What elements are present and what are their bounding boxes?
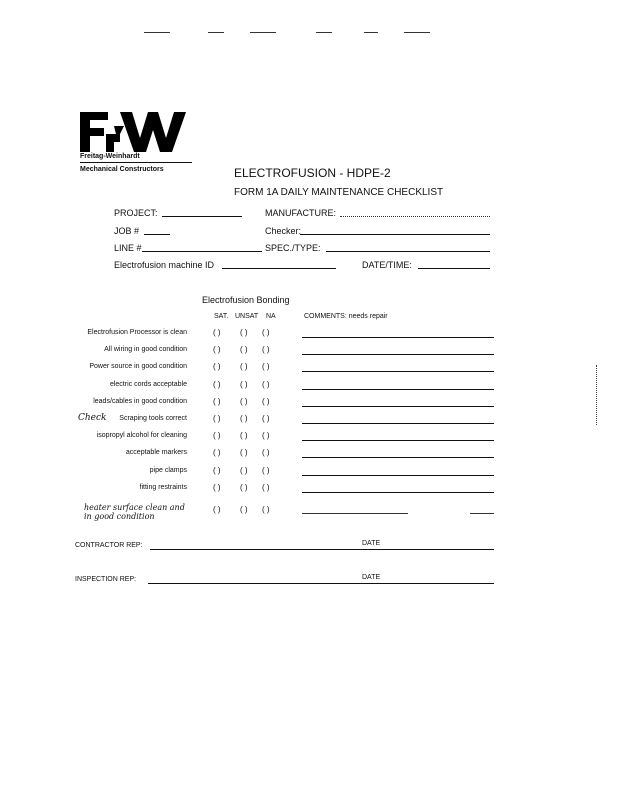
comment-field[interactable] bbox=[302, 423, 494, 424]
sat-checkbox[interactable]: ( ) bbox=[213, 431, 221, 440]
checklist-item-label: electric cords acceptable bbox=[109, 381, 187, 388]
checklist-item-label: leads/cables in good condition bbox=[93, 398, 187, 405]
comment-field[interactable] bbox=[302, 337, 494, 338]
unsat-checkbox[interactable]: ( ) bbox=[240, 431, 248, 440]
unsat-checkbox[interactable]: ( ) bbox=[240, 483, 248, 492]
handwritten-mark: Check bbox=[78, 413, 107, 423]
checklist-item-label: isopropyl alcohol for cleaning bbox=[96, 432, 187, 439]
comment-field[interactable] bbox=[470, 513, 494, 514]
na-checkbox[interactable]: ( ) bbox=[262, 380, 270, 389]
na-checkbox[interactable]: ( ) bbox=[262, 362, 270, 371]
project-field[interactable] bbox=[162, 216, 242, 217]
na-checkbox[interactable]: ( ) bbox=[262, 328, 270, 337]
company-name: Freitag-Weinhardt bbox=[80, 153, 140, 160]
fw-logo bbox=[80, 112, 188, 156]
section-title: Electrofusion Bonding bbox=[202, 295, 290, 305]
checklist-item-label: Electrofusion Processor is clean bbox=[87, 329, 187, 336]
checker-field[interactable] bbox=[300, 234, 490, 235]
form-title: ELECTROFUSION - HDPE-2 bbox=[234, 166, 391, 180]
col-sat: SAT. bbox=[214, 313, 229, 320]
na-checkbox[interactable]: ( ) bbox=[262, 345, 270, 354]
unsat-checkbox[interactable]: ( ) bbox=[240, 466, 248, 475]
spec-type-field[interactable] bbox=[326, 251, 490, 252]
sat-checkbox[interactable]: ( ) bbox=[213, 328, 221, 337]
checklist-item-label: fitting restraints bbox=[139, 484, 187, 491]
spec-type-label: SPEC./TYPE: bbox=[265, 243, 321, 253]
header-dash bbox=[316, 32, 332, 33]
company-tagline: Mechanical Constructors bbox=[80, 166, 164, 173]
unsat-checkbox[interactable]: ( ) bbox=[240, 362, 248, 371]
inspection-rep-field[interactable] bbox=[148, 583, 494, 584]
header-dash bbox=[144, 32, 170, 33]
comment-field[interactable] bbox=[302, 492, 494, 493]
comment-field[interactable] bbox=[302, 457, 494, 458]
header-dash bbox=[404, 32, 430, 33]
na-checkbox[interactable]: ( ) bbox=[262, 505, 270, 514]
inspection-rep-label: INSPECTION REP: bbox=[75, 576, 137, 583]
scan-mark bbox=[596, 365, 598, 425]
sat-checkbox[interactable]: ( ) bbox=[213, 505, 221, 514]
contractor-rep-label: CONTRACTOR REP: bbox=[75, 542, 143, 549]
sat-checkbox[interactable]: ( ) bbox=[213, 345, 221, 354]
manufacture-field[interactable] bbox=[340, 216, 490, 217]
unsat-checkbox[interactable]: ( ) bbox=[240, 380, 248, 389]
col-comments: COMMENTS: needs repair bbox=[304, 313, 388, 320]
sat-checkbox[interactable]: ( ) bbox=[213, 483, 221, 492]
logo-rule bbox=[80, 162, 192, 163]
checklist-item-label: Power source in good condition bbox=[89, 363, 187, 370]
sat-checkbox[interactable]: ( ) bbox=[213, 448, 221, 457]
unsat-checkbox[interactable]: ( ) bbox=[240, 414, 248, 423]
project-label: PROJECT: bbox=[114, 208, 158, 218]
contractor-rep-field[interactable] bbox=[150, 549, 494, 550]
sat-checkbox[interactable]: ( ) bbox=[213, 414, 221, 423]
checklist-item-label: All wiring in good condition bbox=[104, 346, 187, 353]
unsat-checkbox[interactable]: ( ) bbox=[240, 397, 248, 406]
unsat-checkbox[interactable]: ( ) bbox=[240, 345, 248, 354]
na-checkbox[interactable]: ( ) bbox=[262, 483, 270, 492]
unsat-checkbox[interactable]: ( ) bbox=[240, 505, 248, 514]
na-checkbox[interactable]: ( ) bbox=[262, 397, 270, 406]
date-time-field[interactable] bbox=[418, 268, 490, 269]
form-subtitle: FORM 1A DAILY MAINTENANCE CHECKLIST bbox=[234, 187, 444, 198]
sat-checkbox[interactable]: ( ) bbox=[213, 466, 221, 475]
comment-field[interactable] bbox=[302, 354, 494, 355]
sat-checkbox[interactable]: ( ) bbox=[213, 397, 221, 406]
handwritten-item: heater surface clean and in good condition bbox=[84, 503, 185, 521]
machine-id-label: Electrofusion machine ID bbox=[114, 260, 215, 270]
col-unsat: UNSAT bbox=[235, 313, 259, 320]
job-field[interactable] bbox=[144, 234, 170, 235]
date-label: DATE bbox=[362, 540, 381, 547]
comment-field[interactable] bbox=[302, 389, 494, 390]
sat-checkbox[interactable]: ( ) bbox=[213, 380, 221, 389]
checklist-item-label: pipe clamps bbox=[149, 467, 187, 474]
col-na: NA bbox=[266, 313, 276, 320]
machine-id-field[interactable] bbox=[222, 268, 336, 269]
comment-field[interactable] bbox=[302, 371, 494, 372]
header-dash bbox=[250, 32, 276, 33]
na-checkbox[interactable]: ( ) bbox=[262, 466, 270, 475]
header-dash bbox=[208, 32, 224, 33]
job-label: JOB # bbox=[114, 226, 140, 236]
unsat-checkbox[interactable]: ( ) bbox=[240, 328, 248, 337]
comment-field[interactable] bbox=[302, 475, 494, 476]
line-field[interactable] bbox=[142, 251, 262, 252]
date-time-label: DATE/TIME: bbox=[362, 260, 412, 270]
na-checkbox[interactable]: ( ) bbox=[262, 448, 270, 457]
comment-field[interactable] bbox=[302, 513, 408, 514]
na-checkbox[interactable]: ( ) bbox=[262, 431, 270, 440]
unsat-checkbox[interactable]: ( ) bbox=[240, 448, 248, 457]
checker-label: Checker: bbox=[265, 226, 302, 236]
line-label: LINE # bbox=[114, 243, 142, 253]
sat-checkbox[interactable]: ( ) bbox=[213, 362, 221, 371]
header-dash bbox=[364, 32, 378, 33]
comment-field[interactable] bbox=[302, 440, 494, 441]
comment-field[interactable] bbox=[302, 406, 494, 407]
manufacture-label: MANUFACTURE: bbox=[265, 208, 337, 218]
date-label: DATE bbox=[362, 574, 381, 581]
na-checkbox[interactable]: ( ) bbox=[262, 414, 270, 423]
checklist-item-label: acceptable markers bbox=[125, 449, 187, 456]
checklist-item-label: Scraping tools correct bbox=[119, 415, 187, 422]
